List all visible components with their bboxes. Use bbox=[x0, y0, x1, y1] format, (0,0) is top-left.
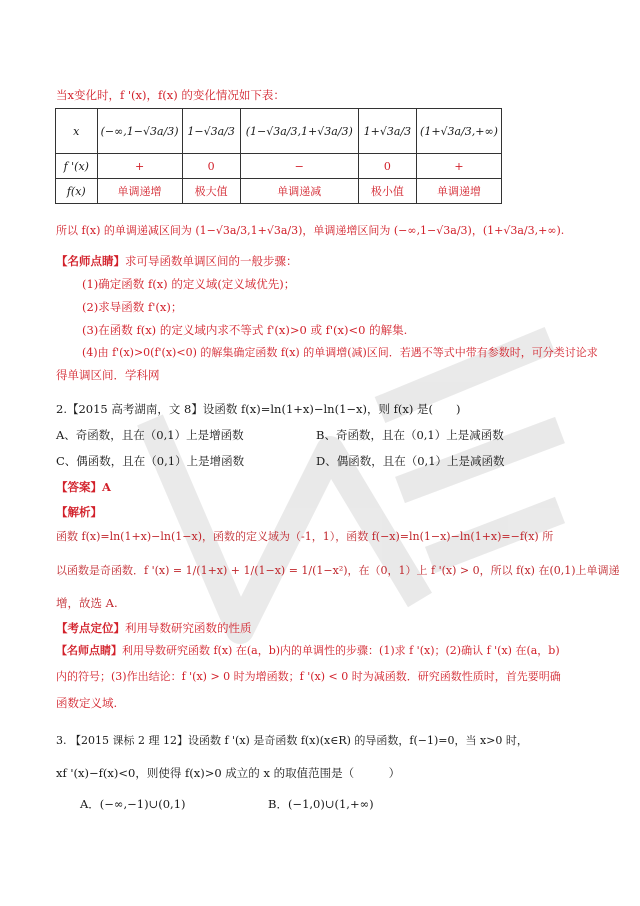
table-cell: 单调递减 bbox=[240, 179, 358, 204]
q3-stem: 3. 【2015 课标 2 理 12】设函数 f '(x) 是奇函数 f(x)(x∈R) 的导函数，f(−1)=0，当 x>0 时， bbox=[56, 734, 528, 747]
table-cell: (−∞,1−√3a/3) bbox=[97, 109, 182, 154]
q2-tip-line bbox=[56, 642, 560, 660]
q2-tip-text: 利用导数研究函数 f(x) 在(a，b)内的单调性的步骤：(1)求 f '(x)；(2)确认 f '(x) 在(a，b) bbox=[122, 644, 560, 657]
table-cell: x bbox=[56, 109, 98, 154]
q2-analysis-line: 增，故选 A. bbox=[56, 596, 118, 610]
table-cell: (1−√3a/3,1+√3a/3) bbox=[240, 109, 358, 154]
q2-tip-line: 函数定义域. bbox=[56, 696, 118, 710]
tip-heading bbox=[56, 252, 298, 270]
q2-option-b: B、奇函数，且在（0,1）上是减函数 bbox=[316, 428, 504, 442]
q2-tip-label: 【名师点睛】 bbox=[56, 644, 122, 657]
tip-step: (4)由 f'(x)>0(f'(x)<0) 的解集确定函数 f(x) 的单调增(减)区间．若遇不等式中带有参数时，可分类讨论求 bbox=[82, 346, 598, 359]
q2-answer: 【答案】A bbox=[56, 480, 111, 494]
kaodian-label: 【考点定位】 bbox=[56, 621, 125, 635]
table-cell: + bbox=[97, 154, 182, 179]
table-row bbox=[56, 179, 502, 204]
q2-kaodian bbox=[56, 619, 252, 637]
tip-text: 求可导函数单调区间的一般步骤： bbox=[125, 254, 298, 268]
table-cell: 0 bbox=[182, 154, 240, 179]
table-header-row bbox=[56, 109, 502, 154]
table-cell: 单调递增 bbox=[97, 179, 182, 204]
variation-table bbox=[55, 108, 502, 204]
table-cell: 1−√3a/3 bbox=[182, 109, 240, 154]
q3-stem-2: xf '(x)−f(x)<0，则使得 f(x)>0 成立的 x 的取值范围是（ ） bbox=[56, 766, 401, 780]
table-cell: 0 bbox=[358, 154, 416, 179]
q2-analysis-line: 函数 f(x)=ln(1+x)−ln(1−x)，函数的定义域为（-1，1），函数 f(−x)=ln(1−x)−ln(1+x)=−f(x) 所 bbox=[56, 530, 554, 543]
q2-stem: 2.【2015 高考湖南，文 8】设函数 f(x)=ln(1+x)−ln(1−x)，则 f(x) 是( ) bbox=[56, 402, 461, 416]
table-cell: 极大值 bbox=[182, 179, 240, 204]
conclusion-line: 所以 f(x) 的单调递减区间为 (1−√3a/3,1+√3a/3)，单调递增区间为 (−∞,1−√3a/3)，(1+√3a/3,+∞). bbox=[56, 224, 565, 237]
table-cell: + bbox=[417, 154, 502, 179]
q2-option-d: D、偶函数，且在（0,1）上是减函数 bbox=[316, 454, 505, 468]
q3-option-a: A．(−∞,−1)∪(0,1) bbox=[80, 797, 186, 811]
table-cell: 极小值 bbox=[358, 179, 416, 204]
tip-step: (3)在函数 f(x) 的定义域内求不等式 f'(x)>0 或 f'(x)<0 的解集. bbox=[82, 323, 408, 337]
q3-option-b: B．(−1,0)∪(1,+∞) bbox=[268, 797, 374, 811]
table-cell: − bbox=[240, 154, 358, 179]
table-cell: 1+√3a/3 bbox=[358, 109, 416, 154]
table-cell: (1+√3a/3,+∞) bbox=[417, 109, 502, 154]
q2-option-c: C、偶函数，且在（0,1）上是增函数 bbox=[56, 454, 245, 468]
intro-line: 当x变化时，f '(x)，f(x) 的变化情况如下表： bbox=[56, 88, 285, 102]
q2-analysis-line: 以函数是奇函数．f '(x) = 1/(1+x) + 1/(1−x) = 1/(1−x²)，在（0，1）上 f '(x) > 0，所以 f(x) 在(0,1)上单调递 bbox=[56, 564, 620, 577]
tip-step: (1)确定函数 f(x) 的定义域(定义域优先)； bbox=[82, 277, 296, 291]
tip-label: 【名师点睛】 bbox=[56, 254, 125, 268]
table-cell: f(x) bbox=[56, 179, 98, 204]
tip-step: (2)求导函数 f'(x)； bbox=[82, 300, 183, 314]
table-row bbox=[56, 154, 502, 179]
q2-tip-line: 内的符号；(3)作出结论：f '(x) > 0 时为增函数；f '(x) < 0 时为减函数．研究函数性质时，首先要明确 bbox=[56, 670, 561, 683]
table-cell: 单调递增 bbox=[417, 179, 502, 204]
table-cell: f '(x) bbox=[56, 154, 98, 179]
kaodian-text: 利用导数研究函数的性质 bbox=[125, 621, 252, 635]
tip-step: 得单调区间．学科网 bbox=[56, 368, 160, 382]
q2-option-a: A、奇函数，且在（0,1）上是增函数 bbox=[56, 428, 244, 442]
q2-analysis-label: 【解析】 bbox=[56, 505, 102, 519]
